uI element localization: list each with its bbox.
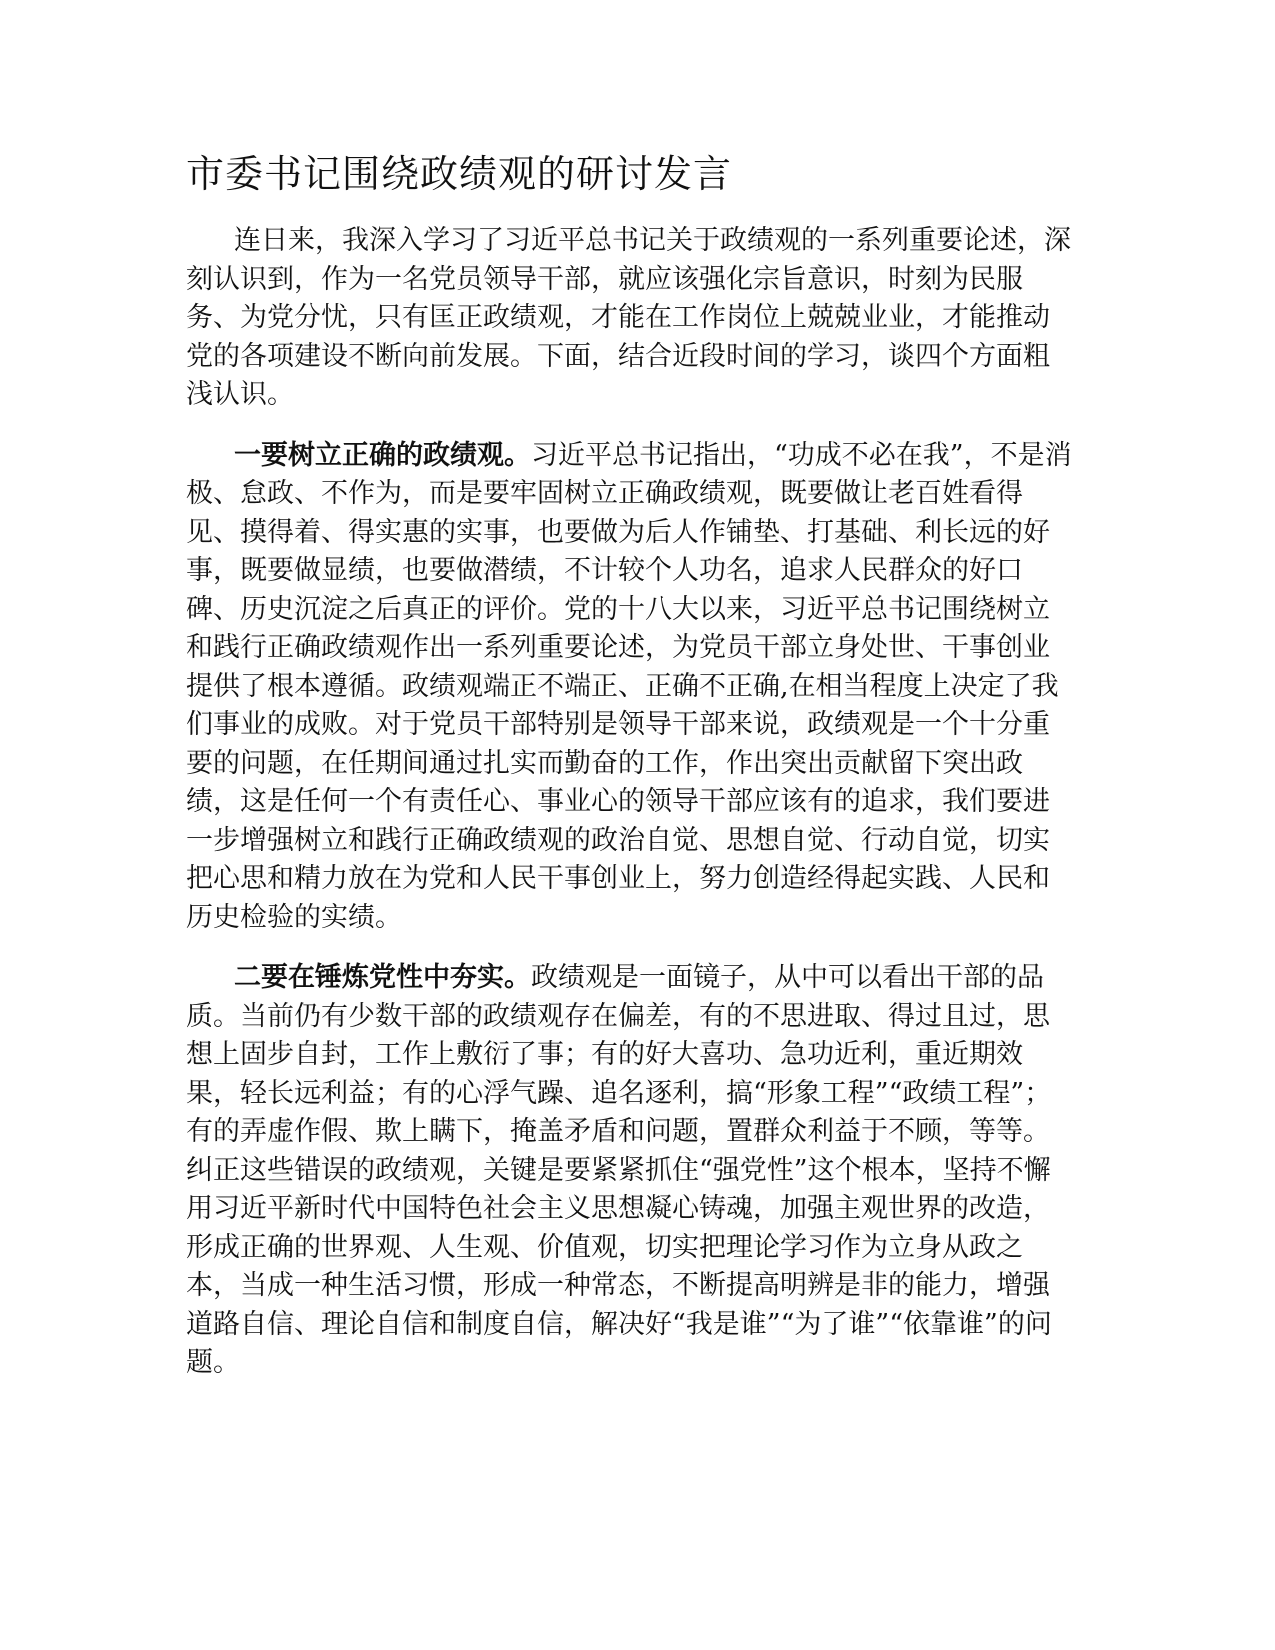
paragraph-text: 习近平总书记指出，“功成不必在我”，不是消极、怠政、不作为，而是要牢固树立正确政绩观，既要做让老百姓看得见、摸得着、得实惠的实事，也要做为后人作铺垫、打基础、利长远的好事，既要做显绩，也要做潜绩，不计较个人功名，追求人民群众的好口碑、历史沉淀之后真正的评价。党的十八大以来，习近平总书记围绕树立和践行正确政绩观作出一系列重要论述，为党员干部立身处世、干事创业提供了根本遵循。政绩观端正不端正、正确不正确,在相当程度上决定了我们事业的成败。对于党员干部特别是领导干部来说，政绩观是一个十分重要的问题，在任期间通过扎实而勤奋的工作，作出突出贡献留下突出政绩，这是任何一个有责任心、事业心的领导干部应该有的追求，我们要进一步增强树立和践行正确政绩观的政治自觉、思想自觉、行动自觉，切实把心思和精力放在为党和人民干事创业上，努力创造经得起实践、人民和历史检验的实绩。 (186, 439, 1072, 933)
document-title: 市委书记围绕政绩观的研讨发言 (186, 152, 733, 196)
section-paragraph-1 (186, 437, 1076, 938)
paragraph-text: 连日来，我深入学习了习近平总书记关于政绩观的一系列重要论述，深刻认识到，作为一名党员领导干部，就应该强化宗旨意识，时刻为民服务、为党分忧，只有匡正政绩观，才能在工作岗位上兢兢业业，才能推动党的各项建设不断向前发展。下面，结合近段时间的学习，谈四个方面粗浅认识。 (186, 225, 1071, 410)
paragraph-lead: 一要树立正确的政绩观。 (234, 439, 531, 471)
section-paragraph-2 (186, 959, 1076, 1383)
document-body (186, 222, 1076, 1405)
paragraph-lead: 二要在锤炼党性中夯实。 (234, 962, 531, 993)
intro-paragraph (186, 222, 1076, 415)
paragraph-text: 政绩观是一面镜子，从中可以看出干部的品质。当前仍有少数干部的政绩观存在偏差，有的不思进取、得过且过，思想上固步自封，工作上敷衍了事；有的好大喜功、急功近利，重近期效果，轻长远利益；有的心浮气躁、追名逐利，搞“形象工程”“政绩工程”；有的弄虚作假、欺上瞒下，掩盖矛盾和问题，置群众利益于不顾，等等。纠正这些错误的政绩观，关键是要紧紧抓住“强党性”这个根本，坚持不懈用习近平新时代中国特色社会主义思想凝心铸魂，加强主观世界的改造，形成正确的世界观、人生观、价值观，切实把理论学习作为立身从政之本，当成一种生活习惯，形成一种常态，不断提高明辨是非的能力，增强道路自信、理论自信和制度自信，解决好“我是谁”“为了谁”“依靠谁”的问题。 (186, 962, 1052, 1378)
